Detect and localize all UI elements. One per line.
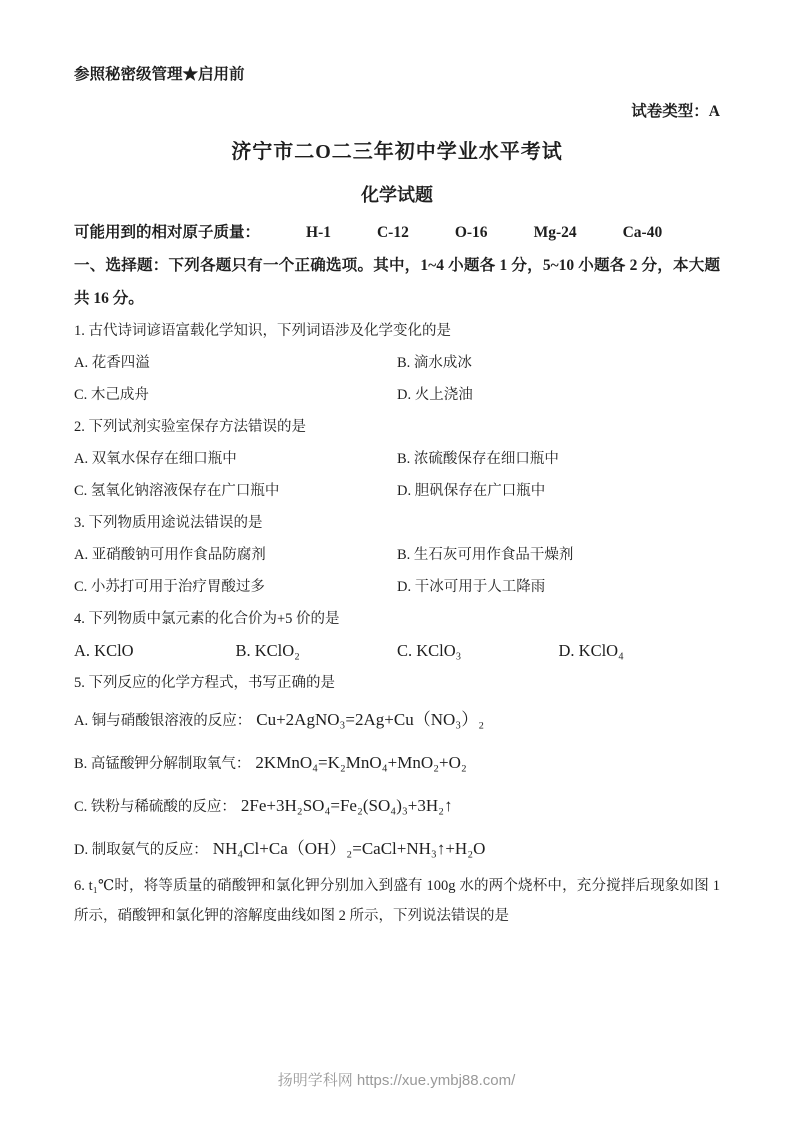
q3-option-c: C. 小苏打可用于治疗胃酸过多 xyxy=(74,579,265,595)
q4-option-d: D. KClO₄ xyxy=(558,641,624,660)
section-one-instruction: 一、选择题：下列各题只有一个正确选项。其中，1~4 小题各 1 分，5~10 小题各 2 分，本大题共 16 分。 xyxy=(74,257,720,307)
question-4 xyxy=(74,603,720,667)
q3-option-d: D. 干冰可用于人工降雨 xyxy=(397,579,546,595)
q2-option-c: C. 氢氧化钠溶液保存在广口瓶中 xyxy=(74,483,280,499)
question-1 xyxy=(74,315,720,411)
question-3-stem: 3. 下列物质用途说法错误的是 xyxy=(74,515,263,531)
atomic-mass-C: C-12 xyxy=(376,224,409,241)
atomic-mass-line xyxy=(74,222,720,244)
q4-option-a: A. KClO xyxy=(74,641,134,660)
q3-option-b: B. 生石灰可用作食品干燥剂 xyxy=(397,547,574,563)
atomic-mass-label: 可能用到的相对原子质量： xyxy=(74,224,261,241)
question-4-stem: 4. 下列物质中氯元素的化合价为+5 价的是 xyxy=(74,611,340,627)
question-3-options xyxy=(74,539,720,603)
watermark-footer: 扬明学科网 https://xue.ymbj88.com/ xyxy=(277,1072,516,1089)
q4-option-c: C. KClO₃ xyxy=(397,641,462,660)
question-1-options xyxy=(74,347,720,411)
q5-option-c-label: C. 铁粉与稀硫酸的反应： xyxy=(74,799,236,815)
question-5-stem: 5. 下列反应的化学方程式，书写正确的是 xyxy=(74,675,335,691)
question-3 xyxy=(74,507,720,603)
q2-option-a: A. 双氧水保存在细口瓶中 xyxy=(74,451,237,467)
q5-option-b-label: B. 高锰酸钾分解制取氧气： xyxy=(74,756,251,772)
q5-option-d-label: D. 制取氨气的反应： xyxy=(74,842,208,858)
atomic-mass-Ca: Ca-40 xyxy=(622,224,663,241)
security-notice: 参照秘密级管理★启用前 xyxy=(74,66,245,83)
q1-option-d: D. 火上浇油 xyxy=(397,387,473,403)
question-2 xyxy=(74,411,720,507)
q5-option-a-equation: Cu+2AgNO₃=2Ag+Cu（NO₃）₂ xyxy=(256,710,485,729)
question-5 xyxy=(74,667,720,871)
q5-option-c-equation: 2Fe+3H₂SO₄=Fe₂(SO₄)₃+3H₂↑ xyxy=(240,796,453,815)
q1-option-a: A. 花香四溢 xyxy=(74,355,150,371)
q4-option-b: B. KClO₂ xyxy=(235,641,300,660)
q5-option-d xyxy=(74,828,720,871)
paper-type-label: 试卷类型：A xyxy=(631,103,720,120)
exam-title: 济宁市二O二三年初中学业水平考试 xyxy=(231,141,563,163)
atomic-mass-H: H-1 xyxy=(306,224,331,241)
question-6 xyxy=(74,871,720,931)
q5-option-b-equation: 2KMnO₄=K₂MnO₄+MnO₂+O₂ xyxy=(255,753,467,772)
q5-option-d-equation: NH₄Cl+Ca（OH）₂=CaCl+NH₃↑+H₂O xyxy=(212,839,486,858)
q5-option-a xyxy=(74,699,720,742)
question-1-stem: 1. 古代诗词谚语富载化学知识，下列词语涉及化学变化的是 xyxy=(74,323,451,339)
question-2-stem: 2. 下列试剂实验室保存方法错误的是 xyxy=(74,419,306,435)
question-4-options xyxy=(74,635,720,667)
q1-option-c: C. 木己成舟 xyxy=(74,387,149,403)
q1-option-b: B. 滴水成冰 xyxy=(397,355,472,371)
exam-subtitle: 化学试题 xyxy=(361,185,433,205)
q2-option-d: D. 胆矾保存在广口瓶中 xyxy=(397,483,546,499)
question-2-options xyxy=(74,443,720,507)
atomic-mass-Mg: Mg-24 xyxy=(533,224,577,241)
q5-option-b xyxy=(74,742,720,785)
atomic-mass-O: O-16 xyxy=(454,224,488,241)
q2-option-b: B. 浓硫酸保存在细口瓶中 xyxy=(397,451,559,467)
q5-option-c xyxy=(74,785,720,828)
question-6-stem: 6. t₁℃时，将等质量的硝酸钾和氯化钾分别加入到盛有 100g 水的两个烧杯中，充分搅拌后现象如图 1 所示，硝酸钾和氯化钾的溶解度曲线如图 2 所示，下列说法错误的是 xyxy=(74,878,720,924)
q3-option-a: A. 亚硝酸钠可用作食品防腐剂 xyxy=(74,547,266,563)
q5-option-a-label: A. 铜与硝酸银溶液的反应： xyxy=(74,713,252,729)
